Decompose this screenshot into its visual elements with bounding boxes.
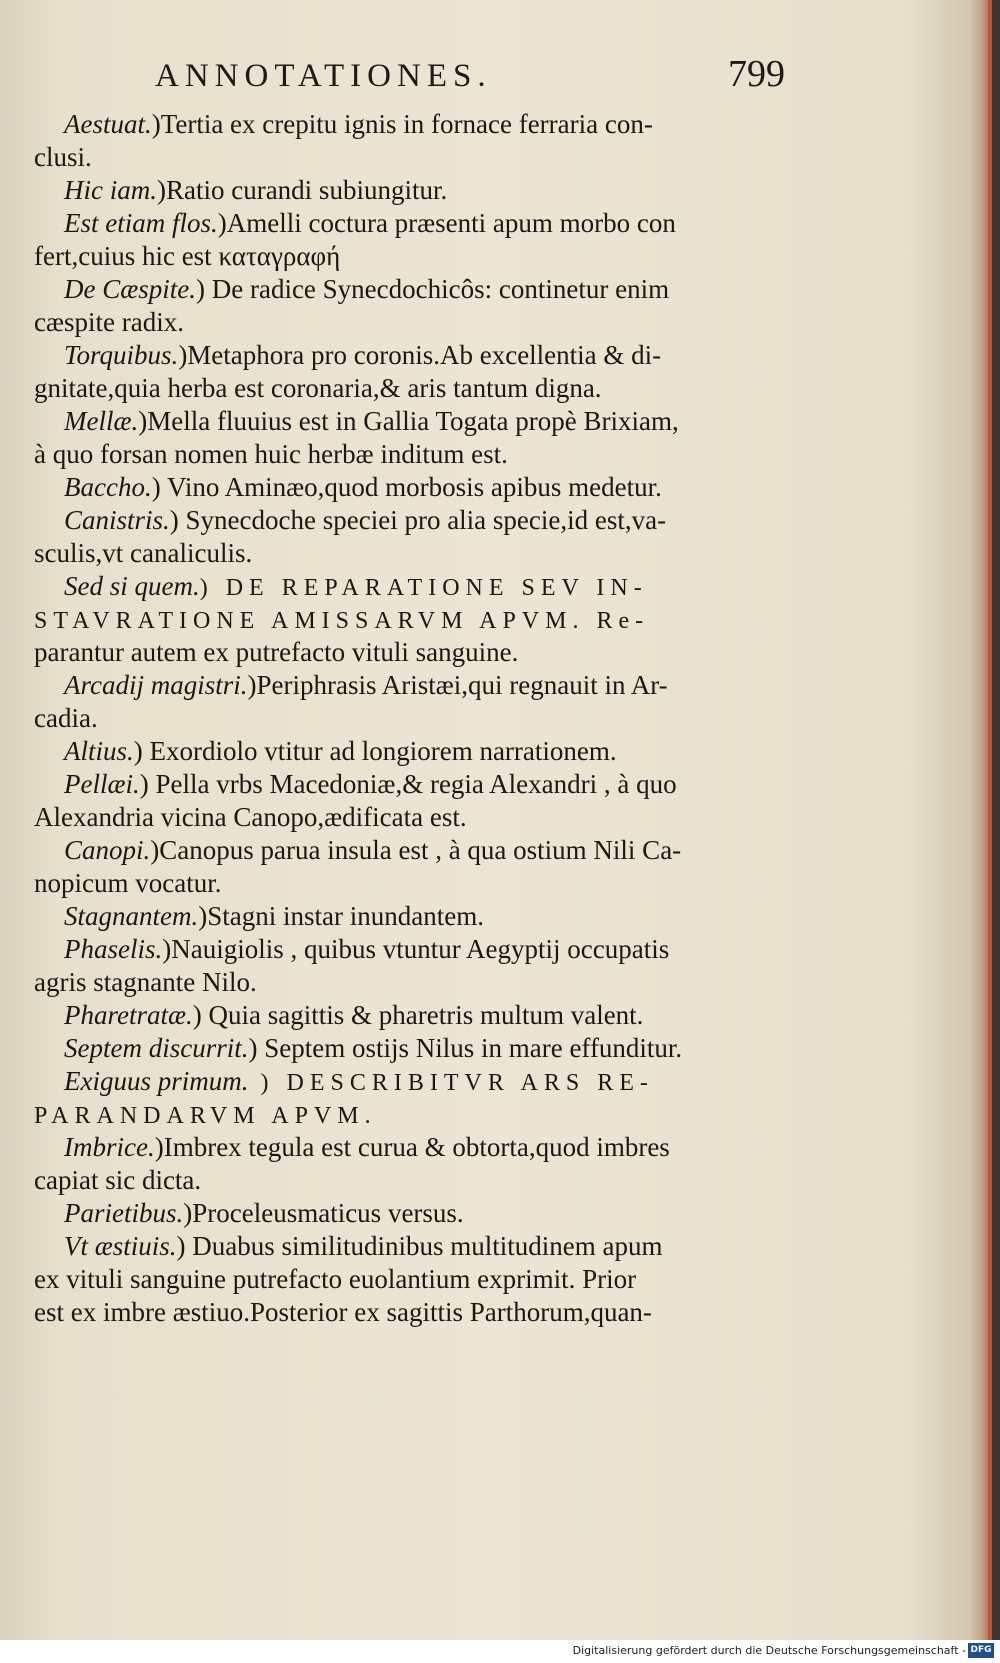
line-text: gnitate,quia herba est coronaria,& aris tantum digna. [34,373,602,403]
text-line [34,372,794,405]
text-line [34,1131,794,1164]
lemma: Phaselis. [64,934,163,964]
lemma: Torquibus. [64,340,179,370]
text-line [34,174,794,207]
lemma: Pharetratæ. [64,1000,193,1030]
text-line [34,471,794,504]
line-text: parantur autem ex putrefacto vituli sanguine. [34,637,519,667]
lemma: Est etiam flos. [64,208,218,238]
line-text: ) De radice Synecdochicôs: continetur enim [196,274,670,304]
page-edge [970,0,988,1640]
line-text: ) DE REPARATIONE SEV IN- [199,575,648,601]
lemma: Altius. [64,736,134,766]
line-text: sculis,vt canaliculis. [34,538,253,568]
text-line [34,735,794,768]
lemma: Mellæ. [64,406,139,436]
line-text: )Imbrex tegula est curua & obtorta,quod imbres [154,1132,670,1162]
line-text: à quo forsan nomen huic herbæ inditum est. [34,439,508,469]
line-text: ) DESCRIBITVR ARS RE- [248,1070,654,1096]
lemma: Baccho. [64,472,152,502]
line-text: PARANDARVM APVM. [34,1103,377,1129]
line-text: est ex imbre æstiuo.Posterior ex sagittis Parthorum,quan- [34,1297,652,1327]
line-text: clusi. [34,142,92,172]
text-line [34,240,794,273]
text-line [34,108,794,141]
annotation-text [34,108,794,1329]
text-line [34,1263,794,1296]
text-line [34,603,794,636]
lemma: Stagnantem. [64,901,199,931]
text-line [34,1032,794,1065]
text-line [34,669,794,702]
line-text: ) Pella vrbs Macedoniæ,& regia Alexandri , à quo [139,769,677,799]
line-text: nopicum vocatur. [34,868,222,898]
lemma: De Cæspite. [64,274,196,304]
text-line [34,933,794,966]
line-text: )Nauigiolis , quibus vtuntur Aegyptij occupatis [162,934,670,964]
lemma: Hic iam. [64,175,157,205]
line-text: Alexandria vicina Canopo,ædificata est. [34,802,467,832]
lemma: Canopi. [64,835,151,865]
line-text: )Tertia ex crepitu ignis in fornace ferraria con- [151,109,653,139]
line-text: )Periphrasis Aristæi,qui regnauit in Ar- [247,670,668,700]
text-line [34,999,794,1032]
lemma: Parietibus. [64,1198,184,1228]
text-line [34,1164,794,1197]
text-line [34,834,794,867]
line-text: ) Exordiolo vtitur ad longiorem narrationem. [133,736,617,766]
line-text: )Metaphora pro coronis.Ab excellentia & di- [178,340,662,370]
line-text: ) Synecdoche speciei pro alia specie,id est,va- [169,505,667,535]
text-line [34,1296,794,1329]
text-line [34,1065,794,1098]
text-line [34,504,794,537]
lemma: Exiguus primum. [64,1066,249,1096]
text-line [34,207,794,240]
line-text: )Ratio curandi subiungitur. [156,175,448,205]
line-text: )Canopus parua insula est , à qua ostium Nili Ca- [150,835,682,865]
page-number: 799 [728,53,785,95]
lemma: Arcadij magistri. [64,670,248,700]
text-line [34,636,794,669]
text-line [34,900,794,933]
line-text: )Proceleusmaticus versus. [183,1198,464,1228]
text-line [34,273,794,306]
line-text: ) Vino Aminæo,quod morbosis apibus medetur. [151,472,662,502]
lemma: Pellæi. [64,769,140,799]
line-text: ) Septem ostijs Nilus in mare effunditur. [248,1033,683,1063]
text-line [34,1098,794,1131]
line-text: fert,cuius hic est καταγραφή [34,241,341,271]
line-text: capiat sic dicta. [34,1165,202,1195]
line-text: cæspite radix. [34,307,184,337]
line-text: agris stagnante Nilo. [34,967,257,997]
lemma: Sed si quem. [64,571,200,601]
text-line [34,1230,794,1263]
page-header [155,53,785,108]
text-line [34,801,794,834]
dfg-logo-icon: DFG [968,1643,994,1658]
lemma: Aestuat. [64,109,152,139]
line-text: STAVRATIONE AMISSARVM APVM. Re- [34,608,650,634]
line-text: ex vituli sanguine putrefacto euolantium exprimit. Prior [34,1264,637,1294]
text-line [34,306,794,339]
funding-credit: Digitalisierung gefördert durch die Deutsche Forschungsgemeinschaft - [572,1644,966,1657]
lemma: Canistris. [64,505,170,535]
text-line [34,438,794,471]
text-line [34,768,794,801]
lemma: Septem discurrit. [64,1033,249,1063]
line-text: ) Quia sagittis & pharetris multum valent. [192,1000,644,1030]
line-text: )Stagni instar inundantem. [198,901,484,931]
text-line [34,867,794,900]
text-line [34,702,794,735]
line-text: cadia. [34,703,98,733]
line-text: ) Duabus similitudinibus multitudinem apum [176,1231,663,1261]
text-line [34,966,794,999]
text-line [34,570,794,603]
text-line [34,405,794,438]
footer-bar [0,1640,1000,1663]
text-line [34,1197,794,1230]
text-line [34,141,794,174]
running-head: ANNOTATIONES. [155,58,492,94]
text-line [34,537,794,570]
line-text: )Amelli coctura præsenti apum morbo con [217,208,676,238]
lemma: Vt æstiuis. [64,1231,177,1261]
line-text: )Mella fluuius est in Gallia Togata propè Brixiam, [138,406,679,436]
lemma: Imbrice. [64,1132,155,1162]
text-line [34,339,794,372]
